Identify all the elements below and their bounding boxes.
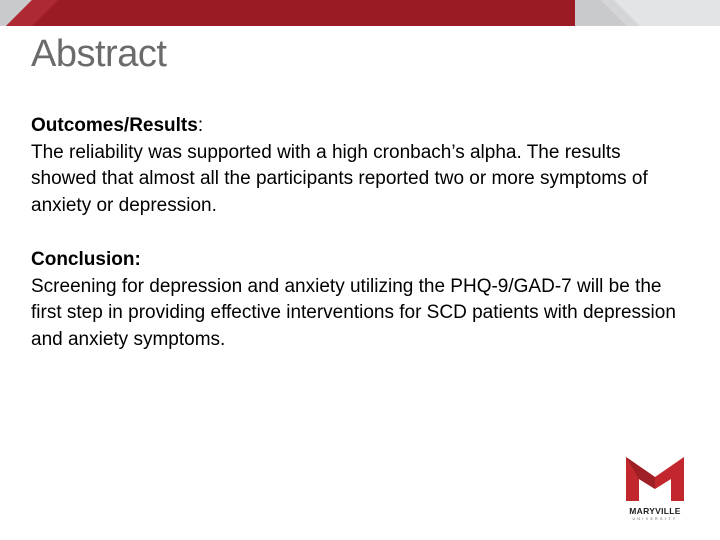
conclusion-section <box>31 247 681 353</box>
logo-wordmark: MARYVILLE <box>629 506 681 516</box>
logo-subline: UNIVERSITY <box>632 517 678 521</box>
conclusion-body: Screening for depression and anxiety utilizing the PHQ-9/GAD-7 will be the first step in providing effective interventions for SCD patients with depression and anxiety symptoms. <box>31 275 676 350</box>
outcomes-heading-colon: : <box>197 115 204 136</box>
outcomes-section <box>31 113 681 219</box>
outcomes-body: The reliability was supported with a high cronbach’s alpha. The results showed that almost all the participants reported two or more symptoms of anxiety or depression. <box>31 141 648 216</box>
conclusion-heading: Conclusion: <box>31 249 141 270</box>
slide-title: Abstract <box>31 33 167 75</box>
top-banner <box>0 0 720 26</box>
outcomes-heading: Outcomes/Results <box>31 115 198 136</box>
